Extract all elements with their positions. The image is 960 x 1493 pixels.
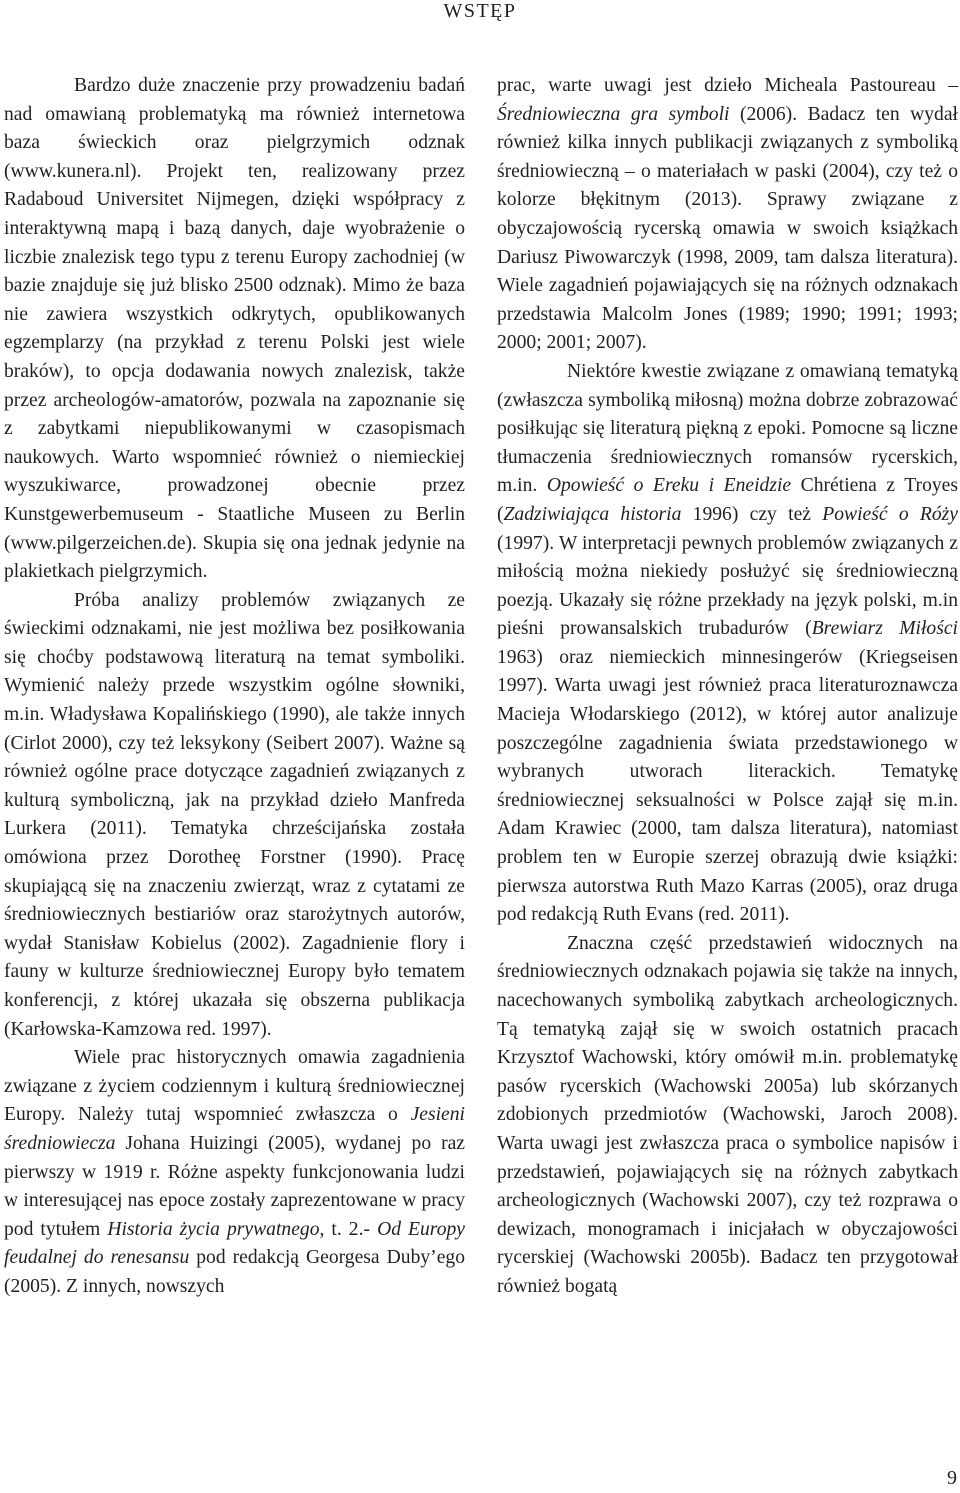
left-paragraph-3 xyxy=(4,1044,465,1301)
book-title-italic: Od Europy feudalnej do renesansu xyxy=(4,1218,465,1269)
page-number: 9 xyxy=(947,1467,957,1489)
book-title-italic: Średniowieczna gra symboli xyxy=(497,103,730,125)
text-span: Chrétiena z Troyes ( xyxy=(497,475,958,525)
text-span: Niektóre kwestie związane z omawianą tematyką (zwłaszcza symboliką miłosną) można dobrze zobrazować posiłkując się literaturą piękną z epoki. Pomocne są liczne tłumaczenia średniowiecznych romansów rycerskich, m.in. xyxy=(497,360,958,497)
text-span: 1996) czy też xyxy=(681,503,823,525)
right-paragraph-3: Znaczna część przedstawień widocznych na średniowiecznych odznakach pojawia się także na innych, nacechowanych symboliką zabytkach archeologicznych. Tą tematyką zajął się w swoich ostatnich pracach Krzysztof Wachowski, który omówił m.in. problematykę pasów rycerskich (Wachowski 2005a) lub skórzanych zdobionych przedmiotów (Wachowski, Jaroch 2008). Warta uwagi jest zwłaszcza praca o symbolice napisów i przedstawień, pojawiających się na różnych zabytkach archeologicznych (Wachowski 2007), czy też rozprawa o dewizach, monogramach i inicjałach w obyczajowości rycerskiej (Wachowski 2005b). Badacz ten przygotował również bogatą xyxy=(497,932,958,1297)
book-title-italic: Zadziwiająca historia xyxy=(503,503,682,525)
left-paragraph-2: Próba analizy problemów związanych ze świeckimi odznakami, nie jest możliwa bez posiłkowania się choćby podstawową literaturą na temat symboliki. Wymienić należy przede wszystkim ogólne słowniki, m.in. Władysława Kopalińskiego (1990), ale także innych (Cirlot 2000), czy też leksykony (Seibert 2007). Ważne są również ogólne prace dotyczące zagadnień związanych z kulturą symboliczną, jak na przykład dzieło Manfreda Lurkera (2011). Tematyka chrześcijańska została omówiona przez Dorotheę Forstner (1990). Pracę skupiającą się na znaczeniu zwierząt, wraz z cytatami ze średniowiecznych bestiariów oraz starożytnych autorów, wydał Stanisław Kobielus (2002). Zagadnienie flory i fauny w kulturze średniowiecznej Europy było tematem konferencji, z której ukazała się obszerna publikacja (Karłowska-Kamzowa red. 1997). xyxy=(4,589,465,1040)
right-paragraph-1 xyxy=(497,72,958,358)
left-column xyxy=(4,72,465,1302)
text-span: (1997). W interpretacji pewnych problemów związanych z miłością można niekiedy posłużyć się średniowieczną poezją. Ukazały się różne przekłady na język polski, m.in pieśni prowansalskich trubadurów ( xyxy=(497,532,958,640)
text-span: Johana Huizingi (2005), wydanej po raz pierwszy w 1919 r. Różne aspekty funkcjonowania ludzi w interesującej nas epoce zostały zaprezentowane w pracy pod tytułem xyxy=(4,1132,465,1240)
book-title-italic: Jesieni średniowiecza xyxy=(4,1104,465,1154)
text-span: prac, warte uwagi jest dzieło Micheala Pastoureau – xyxy=(497,75,958,96)
left-paragraph-1: Bardzo duże znaczenie przy prowadzeniu badań nad omawianą problematyką ma również internetowa baza świeckich oraz pielgrzymich odznak (www.kunera.nl). Projekt ten, realizowany przez Radaboud Universitet Nijmegen, dzięki współpracy z interaktywną mapą i bazą danych, daje wyobrażenie o liczbie znalezisk tego typu z terenu Europy zachodniej (w bazie znajduje się już blisko 2500 odznak). Mimo że baza nie zawiera wszystkich odkrytych, opublikowanych egzemplarzy (na przykład z terenu Polski jest wiele braków), to opcja dodawania nowych znalezisk, także przez archeologów-amatorów, pozwala na zapoznanie się z zabytkami niepublikowanymi w czasopismach naukowych. Warto wspomnieć również o niemieckiej wyszukiwarce, prowadzonej obecnie przez Kunstgewerbemuseum - Staatliche Museen zu Berlin (www.pilgerzeichen.de). Skupia się ona jednak jedynie na plakietkach pielgrzymich. xyxy=(4,75,465,583)
text-span: Wiele prac historycznych omawia zagadnienia związane z życiem codziennym i kulturą średniowiecznej Europy. Należy tutaj wspomnieć zwłaszcza o xyxy=(4,1047,465,1126)
text-span: pod redakcją Georgesa Duby’ego (2005). Z innych, nowszych xyxy=(4,1247,465,1297)
book-title-italic: Brewiarz Miłości xyxy=(811,618,958,640)
text-span: (2006). Badacz ten wydał również kilka innych publikacji związanych z symboliką średniowieczną – o materiałach w paski (2004), czy też o kolorze błękitnym (2013). Sprawy związane z obyczajowością rycerską omawia w swoich książkach Dariusz Piwowarczyk (1998, 2009, tam dalsza literatura). Wiele zagadnień pojawiających się na różnych odznakach przedstawia Malcolm Jones (1989; 1990; 1991; 1993; 2000; 2001; 2007). xyxy=(497,103,958,354)
book-title-italic: Powieść o Róży xyxy=(822,503,958,525)
book-title-italic: Opowieść o Ereku i Eneidzie xyxy=(546,475,792,497)
running-header: WSTĘP xyxy=(443,0,517,22)
right-column xyxy=(497,72,958,1302)
book-title-italic: Historia życia prywatnego xyxy=(107,1218,320,1240)
text-span: , t. 2.- xyxy=(319,1218,378,1240)
right-paragraph-2 xyxy=(497,358,958,930)
text-span: 1963) oraz niemieckich minnesingerów (Kriegseisen 1997). Warta uwagi jest również praca literaturoznawcza Macieja Włodarskiego (2012), w której autor analizuje poszczególne zagadnienia świata przedstawionego w wybranych utworach literackich. Tematykę średniowiecznej seksualności w Polsce zajął się m.in. Adam Krawiec (2000, tam dalsza literatura), natomiast problem ten w Europie szerzej obrazują dwie książki: pierwsza autorstwa Ruth Mazo Karras (2005), oraz druga pod redakcją Ruth Evans (red. 2011). xyxy=(497,646,958,926)
